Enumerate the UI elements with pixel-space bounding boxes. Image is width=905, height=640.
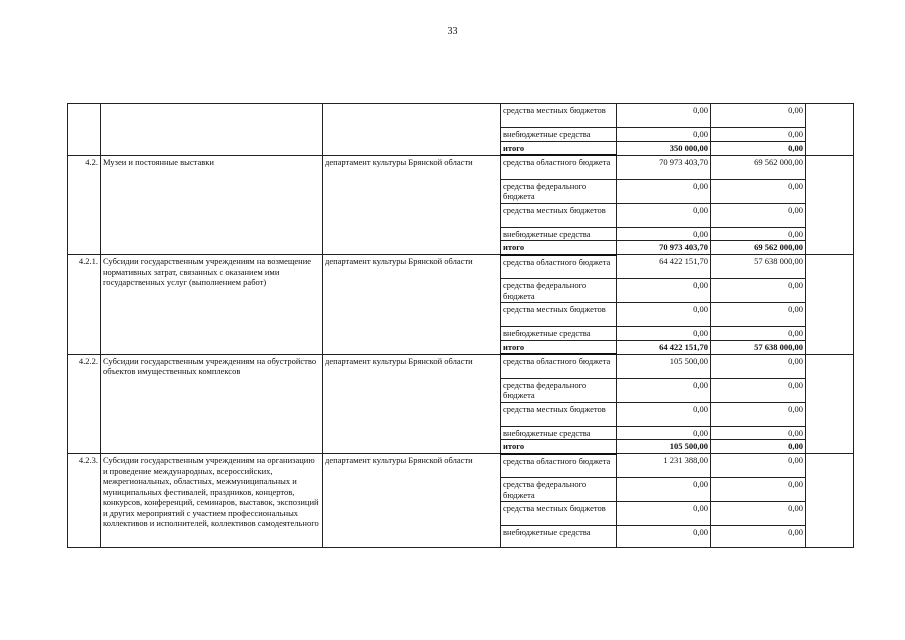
amount-year-2: 0,00 [711, 354, 806, 378]
item-name: Субсидии государственным учреждениям на обустройство объектов имущественных комплексов [101, 354, 323, 454]
budget-table [67, 103, 854, 548]
amount-year-1: 0,00 [617, 227, 711, 241]
amount-year-1: 0,00 [617, 426, 711, 440]
funding-source: средства местных бюджетов [501, 104, 617, 128]
funding-source: средства областного бюджета [501, 454, 617, 478]
page-number: 33 [447, 26, 458, 37]
item-name: Субсидии государственным учреждениям на организацию и проведение международных, всероссийских, межрегиональных, областных, межмуниципальных и муниципальных фестивалей, праздников, концертов, конкурсов, конференций, семинаров, выставок, экспозиций и других мероприятий с участием профессиональных коллективов и исполнителей, коллективов самодеятельного [101, 454, 323, 548]
item-code: 4.2.1. [68, 255, 101, 355]
item-responsible [323, 104, 501, 156]
table-row [68, 155, 854, 179]
item-code: 4.2.3. [68, 454, 101, 548]
funding-source: средства областного бюджета [501, 354, 617, 378]
funding-source-total: итого [501, 440, 617, 454]
amount-year-2-total: 0,00 [711, 440, 806, 454]
item-name: Музеи и постоянные выставки [101, 155, 323, 255]
amount-year-2: 0,00 [711, 478, 806, 502]
funding-source: внебюджетные средства [501, 526, 617, 548]
amount-year-1: 0,00 [617, 104, 711, 128]
funding-source: средства федерального бюджета [501, 279, 617, 303]
funding-source: внебюджетные средства [501, 128, 617, 142]
amount-year-2: 0,00 [711, 128, 806, 142]
amount-year-1: 64 422 151,70 [617, 255, 711, 279]
amount-year-1: 0,00 [617, 478, 711, 502]
amount-year-2-total: 0,00 [711, 141, 806, 155]
empty-cell [806, 354, 854, 454]
amount-year-2: 57 638 000,00 [711, 255, 806, 279]
amount-year-1: 0,00 [617, 203, 711, 227]
funding-source-total: итого [501, 241, 617, 255]
item-responsible: департамент культуры Брянской области [323, 454, 501, 548]
funding-source: средства федерального бюджета [501, 378, 617, 402]
amount-year-1: 70 973 403,70 [617, 155, 711, 179]
amount-year-2: 0,00 [711, 303, 806, 327]
item-responsible: департамент культуры Брянской области [323, 255, 501, 355]
table-row [68, 454, 854, 478]
amount-year-1-total: 70 973 403,70 [617, 241, 711, 255]
amount-year-2: 0,00 [711, 502, 806, 526]
amount-year-2: 0,00 [711, 179, 806, 203]
amount-year-2: 0,00 [711, 104, 806, 128]
funding-source: средства федерального бюджета [501, 179, 617, 203]
empty-cell [806, 104, 854, 156]
amount-year-2: 0,00 [711, 227, 806, 241]
funding-source: средства областного бюджета [501, 155, 617, 179]
amount-year-2: 0,00 [711, 402, 806, 426]
amount-year-1: 0,00 [617, 526, 711, 548]
funding-source: внебюджетные средства [501, 327, 617, 341]
empty-cell [806, 454, 854, 548]
amount-year-1: 105 500,00 [617, 354, 711, 378]
amount-year-2: 0,00 [711, 426, 806, 440]
amount-year-2: 0,00 [711, 279, 806, 303]
table-row [68, 255, 854, 279]
table-row [68, 354, 854, 378]
amount-year-1: 0,00 [617, 402, 711, 426]
empty-cell [806, 155, 854, 255]
funding-source-total: итого [501, 340, 617, 354]
amount-year-1: 1 231 388,00 [617, 454, 711, 478]
item-code: 4.2.2. [68, 354, 101, 454]
amount-year-2: 0,00 [711, 378, 806, 402]
amount-year-2: 0,00 [711, 203, 806, 227]
amount-year-2: 0,00 [711, 327, 806, 341]
item-code [68, 104, 101, 156]
amount-year-2: 69 562 000,00 [711, 155, 806, 179]
funding-source: средства областного бюджета [501, 255, 617, 279]
amount-year-1-total: 350 000,00 [617, 141, 711, 155]
amount-year-1-total: 105 500,00 [617, 440, 711, 454]
funding-source: внебюджетные средства [501, 426, 617, 440]
amount-year-1: 0,00 [617, 279, 711, 303]
item-responsible: департамент культуры Брянской области [323, 354, 501, 454]
amount-year-2-total: 69 562 000,00 [711, 241, 806, 255]
amount-year-2: 0,00 [711, 454, 806, 478]
item-name: Субсидии государственным учреждениям на возмещение нормативных затрат, связанных с оказанием ими государственных услуг (выполнением работ) [101, 255, 323, 355]
funding-source: средства местных бюджетов [501, 502, 617, 526]
funding-source-total: итого [501, 141, 617, 155]
item-name [101, 104, 323, 156]
table-row [68, 104, 854, 128]
funding-source: средства местных бюджетов [501, 203, 617, 227]
amount-year-1: 0,00 [617, 179, 711, 203]
amount-year-2: 0,00 [711, 526, 806, 548]
amount-year-1: 0,00 [617, 327, 711, 341]
amount-year-2-total: 57 638 000,00 [711, 340, 806, 354]
item-code: 4.2. [68, 155, 101, 255]
amount-year-1-total: 64 422 151,70 [617, 340, 711, 354]
funding-source: средства местных бюджетов [501, 402, 617, 426]
amount-year-1: 0,00 [617, 502, 711, 526]
item-responsible: департамент культуры Брянской области [323, 155, 501, 255]
amount-year-1: 0,00 [617, 378, 711, 402]
empty-cell [806, 255, 854, 355]
funding-source: средства федерального бюджета [501, 478, 617, 502]
funding-source: средства местных бюджетов [501, 303, 617, 327]
amount-year-1: 0,00 [617, 128, 711, 142]
amount-year-1: 0,00 [617, 303, 711, 327]
funding-source: внебюджетные средства [501, 227, 617, 241]
